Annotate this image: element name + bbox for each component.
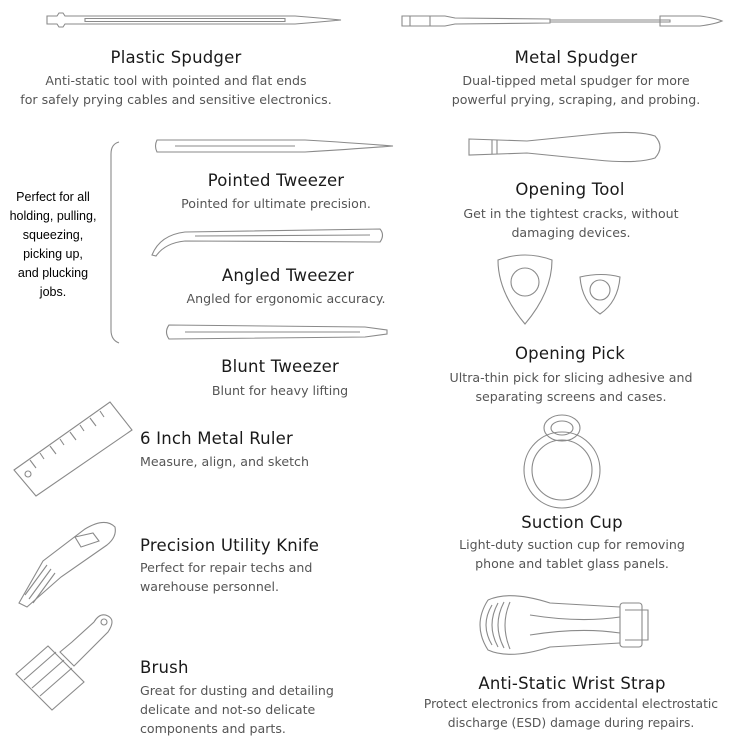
plastic-spudger-description xyxy=(0,71,352,109)
ruler-illustration xyxy=(10,398,140,498)
opening-tool-desc-line2: damaging devices. xyxy=(511,225,631,240)
metal-spudger-illustration xyxy=(400,10,725,32)
metal-spudger-description xyxy=(418,71,734,109)
wrist-strap-desc-line1: Protect electronics from accidental electrostatic xyxy=(423,697,719,711)
suction-cup-illustration xyxy=(520,410,605,510)
opening-tool-title: Opening Tool xyxy=(515,180,625,199)
opening-pick-illustration xyxy=(490,252,650,327)
utility-knife-illustration xyxy=(15,515,120,610)
plastic-spudger-illustration xyxy=(45,8,345,32)
wrist-strap-illustration xyxy=(470,585,670,665)
suction-cup-desc-line1: Light-duty suction cup for removing xyxy=(459,537,685,552)
tweezer-note xyxy=(0,188,106,302)
utility-knife-title: Precision Utility Knife xyxy=(140,536,320,555)
utility-knife-desc-line1: Perfect for repair techs and xyxy=(140,560,313,575)
angled-tweezer-title: Angled Tweezer xyxy=(221,266,355,285)
tweezer-note-line5: and plucking xyxy=(17,266,89,280)
suction-cup-desc-line2: phone and tablet glass panels. xyxy=(475,556,669,571)
opening-pick-desc-line1: Ultra-thin pick for slicing adhesive and xyxy=(449,370,693,385)
tweezer-note-line3: squeezing, xyxy=(22,228,84,242)
brush-illustration xyxy=(12,612,122,712)
opening-tool-description xyxy=(430,204,712,242)
utility-knife-description xyxy=(140,558,312,596)
pointed-tweezer-title: Pointed Tweezer xyxy=(207,171,345,190)
angled-tweezer-description: Angled for ergonomic accuracy. xyxy=(186,291,386,306)
metal-spudger-desc-line1: Dual-tipped metal spudger for more xyxy=(462,73,690,88)
opening-pick-title: Opening Pick xyxy=(514,344,626,363)
wrist-strap-description xyxy=(395,695,747,733)
brush-desc-line1: Great for dusting and detailing xyxy=(140,683,334,698)
bracket-illustration xyxy=(103,140,123,345)
tweezer-note-line1: Perfect for all xyxy=(16,190,90,204)
brush-desc-line2: delicate and not-so delicate xyxy=(140,702,316,717)
pointed-tweezer-illustration xyxy=(155,137,395,155)
tweezer-note-line2: holding, pulling, xyxy=(9,209,97,223)
metal-spudger-title: Metal Spudger xyxy=(514,48,638,67)
wrist-strap-title: Anti-Static Wrist Strap xyxy=(478,674,666,693)
metal-spudger-desc-line2: powerful prying, scraping, and probing. xyxy=(451,92,701,107)
plastic-spudger-desc-line2: for safely prying cables and sensitive electronics. xyxy=(20,92,332,107)
tweezer-note-line4: picking up, xyxy=(23,247,83,261)
opening-pick-desc-line2: separating screens and cases. xyxy=(475,389,667,404)
metal-ruler-title: 6 Inch Metal Ruler xyxy=(140,429,293,448)
blunt-tweezer-illustration xyxy=(165,322,390,342)
tweezer-note-line6: jobs. xyxy=(39,285,67,299)
opening-tool-illustration xyxy=(467,130,667,164)
opening-pick-description xyxy=(420,368,722,406)
opening-tool-desc-line1: Get in the tightest cracks, without xyxy=(463,206,679,221)
metal-ruler-description: Measure, align, and sketch xyxy=(140,454,309,469)
angled-tweezer-illustration xyxy=(150,215,385,257)
blunt-tweezer-description: Blunt for heavy lifting xyxy=(211,383,349,398)
brush-desc-line3: components and parts. xyxy=(140,721,286,736)
suction-cup-title: Suction Cup xyxy=(521,513,623,532)
brush-description xyxy=(140,681,334,738)
plastic-spudger-title: Plastic Spudger xyxy=(110,48,242,67)
suction-cup-description xyxy=(430,535,714,573)
pointed-tweezer-description: Pointed for ultimate precision. xyxy=(181,196,371,211)
brush-title: Brush xyxy=(140,658,189,677)
utility-knife-desc-line2: warehouse personnel. xyxy=(140,579,280,594)
blunt-tweezer-title: Blunt Tweezer xyxy=(221,357,339,376)
plastic-spudger-desc-line1: Anti-static tool with pointed and flat ends xyxy=(45,73,307,88)
wrist-strap-desc-line2: discharge (ESD) damage during repairs. xyxy=(447,716,695,730)
